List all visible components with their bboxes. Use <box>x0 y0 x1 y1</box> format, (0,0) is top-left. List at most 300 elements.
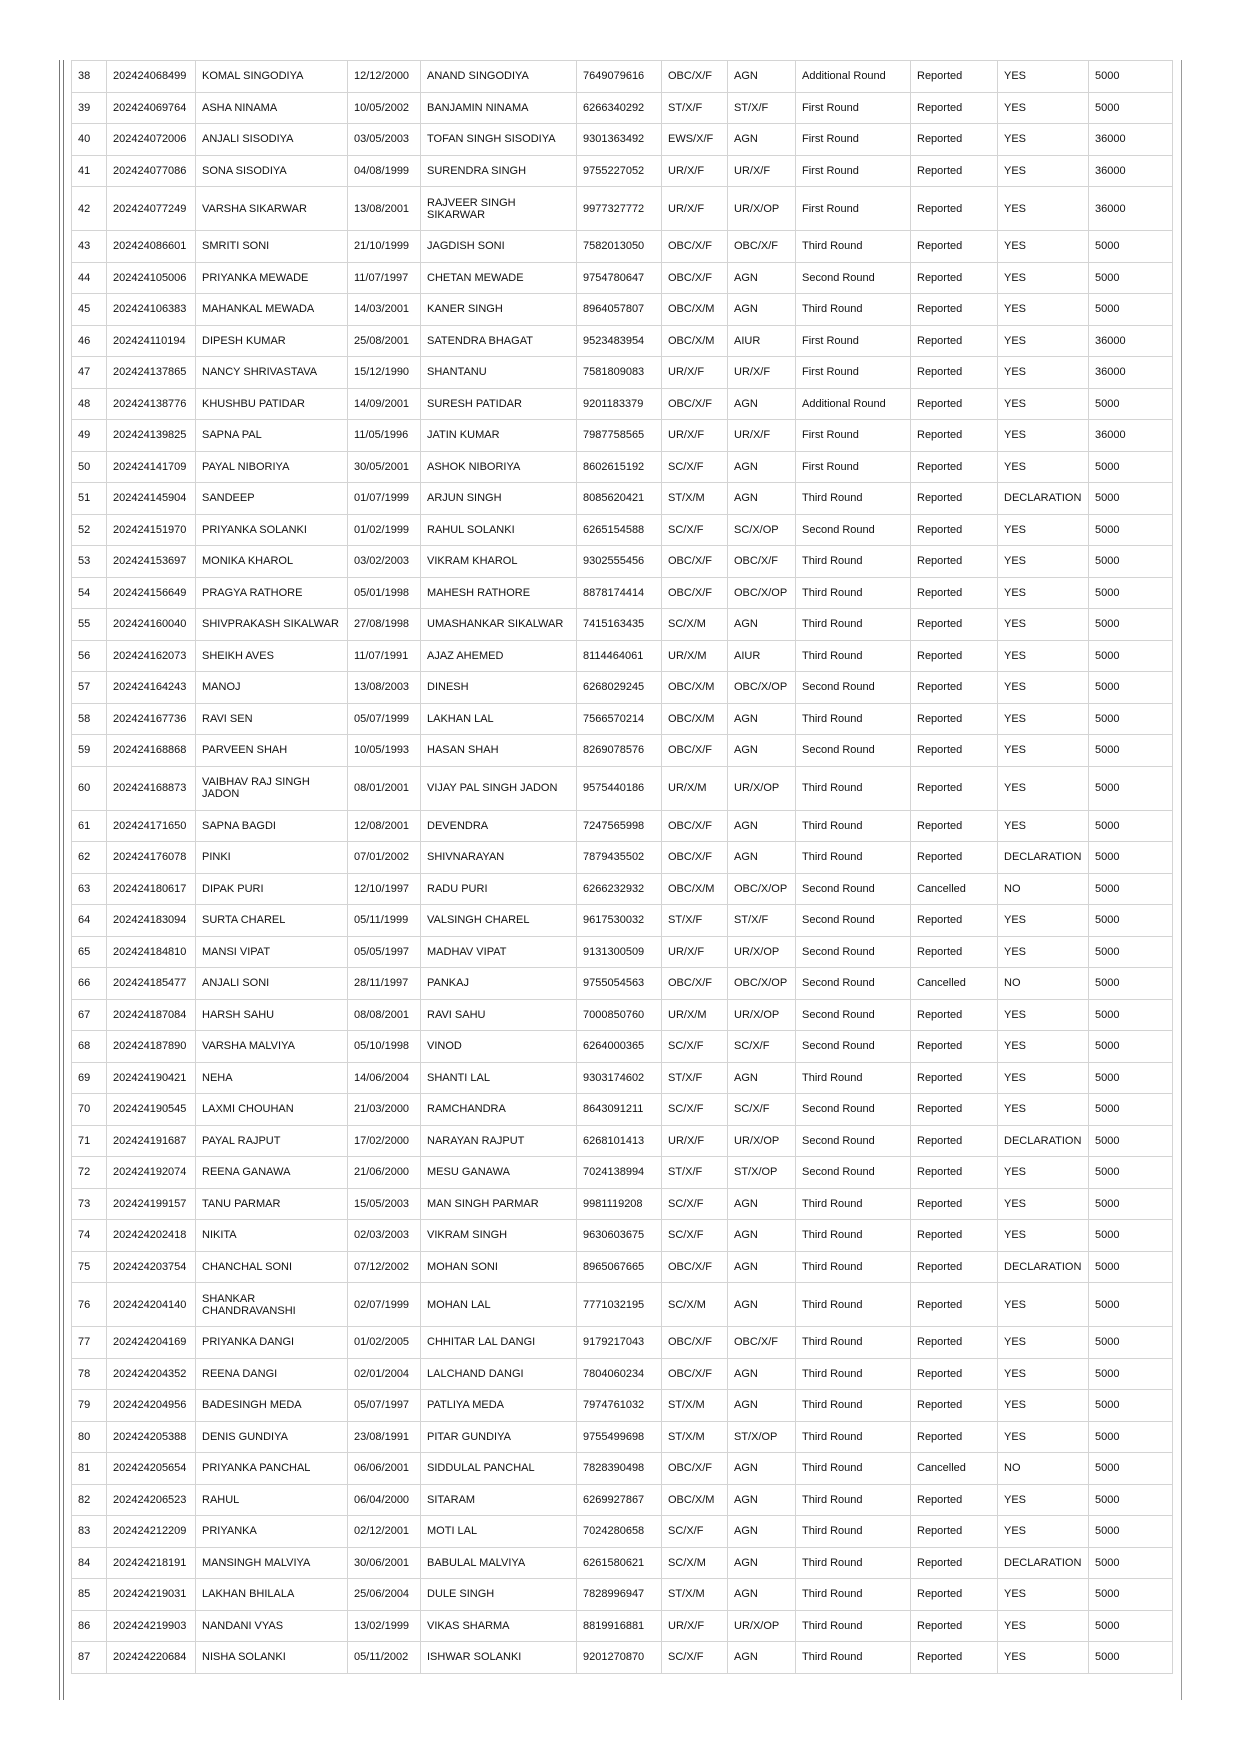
cell-fee-amount: 5000 <box>1089 1220 1173 1252</box>
cell-application-number: 202424204956 <box>107 1390 196 1422</box>
cell-student-name: ASHA NINAMA <box>196 92 348 124</box>
cell-mobile-number: 7247565998 <box>577 810 662 842</box>
cell-father-name: PITAR GUNDIYA <box>421 1421 577 1453</box>
cell-fee-status: DECLARATION <box>998 842 1089 874</box>
cell-fee-amount: 5000 <box>1089 873 1173 905</box>
cell-round: Third Round <box>796 1421 911 1453</box>
cell-mobile-number: 6266232932 <box>577 873 662 905</box>
cell-category: ST/X/F <box>662 1062 728 1094</box>
cell-category: UR/X/M <box>662 999 728 1031</box>
cell-round: Third Round <box>796 1642 911 1674</box>
cell-mobile-number: 7804060234 <box>577 1358 662 1390</box>
cell-fee-status: YES <box>998 905 1089 937</box>
cell-father-name: TOFAN SINGH SISODIYA <box>421 124 577 156</box>
cell-allotted-category: UR/X/OP <box>728 999 796 1031</box>
cell-mobile-number: 7879435502 <box>577 842 662 874</box>
cell-date-of-birth: 21/10/1999 <box>348 231 421 263</box>
cell-application-number: 202424153697 <box>107 546 196 578</box>
cell-mobile-number: 9755227052 <box>577 155 662 187</box>
cell-father-name: ASHOK NIBORIYA <box>421 451 577 483</box>
cell-student-name: PRIYANKA <box>196 1516 348 1548</box>
cell-allotted-category: AGN <box>728 124 796 156</box>
cell-date-of-birth: 05/10/1998 <box>348 1031 421 1063</box>
cell-date-of-birth: 30/05/2001 <box>348 451 421 483</box>
cell-fee-status: YES <box>998 155 1089 187</box>
table-row <box>72 1642 1173 1674</box>
cell-date-of-birth: 05/01/1998 <box>348 577 421 609</box>
cell-student-name: DIPESH KUMAR <box>196 325 348 357</box>
cell-round: Second Round <box>796 873 911 905</box>
cell-application-number: 202424190545 <box>107 1094 196 1126</box>
cell-round: Second Round <box>796 735 911 767</box>
cell-fee-status: YES <box>998 451 1089 483</box>
cell-category: UR/X/F <box>662 155 728 187</box>
cell-allotted-category: OBC/X/OP <box>728 577 796 609</box>
cell-category: SC/X/F <box>662 451 728 483</box>
cell-round: Third Round <box>796 1453 911 1485</box>
cell-fee-amount: 5000 <box>1089 262 1173 294</box>
cell-date-of-birth: 17/02/2000 <box>348 1125 421 1157</box>
cell-father-name: JAGDISH SONI <box>421 231 577 263</box>
table-row <box>72 546 1173 578</box>
cell-fee-amount: 5000 <box>1089 609 1173 641</box>
cell-allotted-category: OBC/X/F <box>728 546 796 578</box>
cell-fee-status: YES <box>998 672 1089 704</box>
cell-fee-amount: 5000 <box>1089 514 1173 546</box>
cell-serial-number: 77 <box>72 1327 107 1359</box>
cell-father-name: SATENDRA BHAGAT <box>421 325 577 357</box>
cell-mobile-number: 8269078576 <box>577 735 662 767</box>
cell-fee-amount: 5000 <box>1089 905 1173 937</box>
cell-date-of-birth: 01/02/2005 <box>348 1327 421 1359</box>
cell-mobile-number: 8878174414 <box>577 577 662 609</box>
cell-mobile-number: 7582013050 <box>577 231 662 263</box>
table-row <box>72 936 1173 968</box>
cell-application-number: 202424219903 <box>107 1610 196 1642</box>
cell-category: UR/X/F <box>662 1125 728 1157</box>
cell-mobile-number: 7024138994 <box>577 1157 662 1189</box>
cell-application-number: 202424212209 <box>107 1516 196 1548</box>
cell-round: Third Round <box>796 1579 911 1611</box>
cell-round: Third Round <box>796 1062 911 1094</box>
cell-date-of-birth: 07/12/2002 <box>348 1251 421 1283</box>
cell-student-name: NANDANI VYAS <box>196 1610 348 1642</box>
cell-category: OBC/X/F <box>662 735 728 767</box>
cell-fee-status: YES <box>998 640 1089 672</box>
table-row <box>72 325 1173 357</box>
cell-student-name: NEHA <box>196 1062 348 1094</box>
cell-student-name: RAVI SEN <box>196 703 348 735</box>
cell-allotted-category: OBC/X/OP <box>728 873 796 905</box>
cell-fee-amount: 5000 <box>1089 577 1173 609</box>
cell-date-of-birth: 30/06/2001 <box>348 1547 421 1579</box>
cell-allotted-category: AGN <box>728 483 796 515</box>
cell-serial-number: 59 <box>72 735 107 767</box>
cell-student-name: SMRITI SONI <box>196 231 348 263</box>
cell-status: Reported <box>911 483 998 515</box>
cell-father-name: MESU GANAWA <box>421 1157 577 1189</box>
cell-status: Reported <box>911 1094 998 1126</box>
cell-date-of-birth: 07/01/2002 <box>348 842 421 874</box>
cell-student-name: MAHANKAL MEWADA <box>196 294 348 326</box>
cell-serial-number: 40 <box>72 124 107 156</box>
cell-father-name: RADU PURI <box>421 873 577 905</box>
cell-status: Reported <box>911 357 998 389</box>
cell-fee-amount: 36000 <box>1089 187 1173 231</box>
cell-date-of-birth: 15/05/2003 <box>348 1188 421 1220</box>
cell-fee-amount: 5000 <box>1089 451 1173 483</box>
cell-application-number: 202424203754 <box>107 1251 196 1283</box>
cell-allotted-category: AGN <box>728 1220 796 1252</box>
cell-student-name: PRAGYA RATHORE <box>196 577 348 609</box>
cell-allotted-category: AGN <box>728 1642 796 1674</box>
cell-date-of-birth: 12/08/2001 <box>348 810 421 842</box>
table-row <box>72 905 1173 937</box>
table-row <box>72 1220 1173 1252</box>
cell-date-of-birth: 05/07/1999 <box>348 703 421 735</box>
cell-serial-number: 53 <box>72 546 107 578</box>
cell-serial-number: 68 <box>72 1031 107 1063</box>
cell-date-of-birth: 27/08/1998 <box>348 609 421 641</box>
cell-allotted-category: AGN <box>728 842 796 874</box>
cell-serial-number: 78 <box>72 1358 107 1390</box>
cell-round: Second Round <box>796 968 911 1000</box>
cell-mobile-number: 7974761032 <box>577 1390 662 1422</box>
cell-application-number: 202424176078 <box>107 842 196 874</box>
cell-allotted-category: AGN <box>728 1188 796 1220</box>
cell-student-name: KOMAL SINGODIYA <box>196 61 348 93</box>
cell-serial-number: 52 <box>72 514 107 546</box>
cell-date-of-birth: 05/05/1997 <box>348 936 421 968</box>
cell-category: OBC/X/F <box>662 1327 728 1359</box>
cell-father-name: ANAND SINGODIYA <box>421 61 577 93</box>
cell-application-number: 202424069764 <box>107 92 196 124</box>
cell-fee-amount: 5000 <box>1089 1547 1173 1579</box>
cell-application-number: 202424139825 <box>107 420 196 452</box>
cell-allotted-category: AGN <box>728 1453 796 1485</box>
cell-date-of-birth: 25/08/2001 <box>348 325 421 357</box>
cell-status: Reported <box>911 451 998 483</box>
table-row <box>72 1547 1173 1579</box>
cell-mobile-number: 7024280658 <box>577 1516 662 1548</box>
cell-date-of-birth: 08/08/2001 <box>348 999 421 1031</box>
cell-allotted-category: AGN <box>728 1251 796 1283</box>
cell-allotted-category: AGN <box>728 388 796 420</box>
cell-serial-number: 79 <box>72 1390 107 1422</box>
cell-allotted-category: SC/X/F <box>728 1094 796 1126</box>
cell-round: Third Round <box>796 703 911 735</box>
cell-status: Reported <box>911 810 998 842</box>
cell-status: Reported <box>911 262 998 294</box>
cell-application-number: 202424187084 <box>107 999 196 1031</box>
cell-student-name: PRIYANKA DANGI <box>196 1327 348 1359</box>
cell-serial-number: 76 <box>72 1283 107 1327</box>
cell-student-name: RAHUL <box>196 1484 348 1516</box>
cell-date-of-birth: 11/07/1991 <box>348 640 421 672</box>
cell-category: OBC/X/F <box>662 842 728 874</box>
cell-round: Third Round <box>796 577 911 609</box>
table-row <box>72 1251 1173 1283</box>
cell-student-name: VARSHA MALVIYA <box>196 1031 348 1063</box>
cell-application-number: 202424220684 <box>107 1642 196 1674</box>
cell-serial-number: 75 <box>72 1251 107 1283</box>
cell-category: ST/X/F <box>662 1157 728 1189</box>
table-row <box>72 672 1173 704</box>
table-row <box>72 1327 1173 1359</box>
cell-mobile-number: 7415163435 <box>577 609 662 641</box>
cell-student-name: PAYAL RAJPUT <box>196 1125 348 1157</box>
table-row <box>72 514 1173 546</box>
cell-round: Second Round <box>796 1157 911 1189</box>
cell-mobile-number: 9301363492 <box>577 124 662 156</box>
cell-allotted-category: AGN <box>728 609 796 641</box>
cell-mobile-number: 9303174602 <box>577 1062 662 1094</box>
cell-father-name: DULE SINGH <box>421 1579 577 1611</box>
cell-category: SC/X/F <box>662 1642 728 1674</box>
cell-fee-status: YES <box>998 1157 1089 1189</box>
cell-mobile-number: 9302555456 <box>577 546 662 578</box>
table-row <box>72 420 1173 452</box>
cell-serial-number: 39 <box>72 92 107 124</box>
cell-fee-amount: 5000 <box>1089 294 1173 326</box>
cell-application-number: 202424185477 <box>107 968 196 1000</box>
cell-date-of-birth: 06/04/2000 <box>348 1484 421 1516</box>
cell-father-name: SHANTANU <box>421 357 577 389</box>
cell-round: Second Round <box>796 672 911 704</box>
cell-mobile-number: 6261580621 <box>577 1547 662 1579</box>
table-row <box>72 873 1173 905</box>
cell-father-name: LALCHAND DANGI <box>421 1358 577 1390</box>
cell-serial-number: 61 <box>72 810 107 842</box>
cell-fee-status: YES <box>998 609 1089 641</box>
cell-category: OBC/X/M <box>662 294 728 326</box>
cell-student-name: PINKI <box>196 842 348 874</box>
cell-allotted-category: AGN <box>728 1547 796 1579</box>
cell-round: First Round <box>796 451 911 483</box>
cell-fee-amount: 5000 <box>1089 1516 1173 1548</box>
cell-father-name: DINESH <box>421 672 577 704</box>
cell-father-name: ARJUN SINGH <box>421 483 577 515</box>
cell-fee-amount: 5000 <box>1089 546 1173 578</box>
cell-status: Reported <box>911 1579 998 1611</box>
cell-round: Third Round <box>796 1484 911 1516</box>
cell-father-name: PANKAJ <box>421 968 577 1000</box>
cell-status: Reported <box>911 1031 998 1063</box>
cell-fee-status: YES <box>998 92 1089 124</box>
cell-date-of-birth: 21/03/2000 <box>348 1094 421 1126</box>
cell-fee-amount: 5000 <box>1089 92 1173 124</box>
cell-fee-amount: 5000 <box>1089 1094 1173 1126</box>
cell-date-of-birth: 02/07/1999 <box>348 1283 421 1327</box>
cell-date-of-birth: 01/02/1999 <box>348 514 421 546</box>
cell-mobile-number: 9617530032 <box>577 905 662 937</box>
cell-mobile-number: 8114464061 <box>577 640 662 672</box>
cell-student-name: DIPAK PURI <box>196 873 348 905</box>
cell-round: Third Round <box>796 1283 911 1327</box>
cell-round: First Round <box>796 92 911 124</box>
cell-serial-number: 84 <box>72 1547 107 1579</box>
cell-date-of-birth: 02/03/2003 <box>348 1220 421 1252</box>
table-row <box>72 451 1173 483</box>
cell-application-number: 202424187890 <box>107 1031 196 1063</box>
cell-student-name: SANDEEP <box>196 483 348 515</box>
cell-allotted-category: AGN <box>728 1062 796 1094</box>
cell-mobile-number: 8085620421 <box>577 483 662 515</box>
cell-mobile-number: 9523483954 <box>577 325 662 357</box>
cell-allotted-category: AGN <box>728 1484 796 1516</box>
cell-fee-amount: 5000 <box>1089 231 1173 263</box>
cell-fee-status: YES <box>998 1358 1089 1390</box>
cell-allotted-category: ST/X/F <box>728 905 796 937</box>
cell-serial-number: 55 <box>72 609 107 641</box>
cell-fee-status: YES <box>998 1220 1089 1252</box>
cell-mobile-number: 7987758565 <box>577 420 662 452</box>
table-row <box>72 968 1173 1000</box>
cell-category: SC/X/F <box>662 1031 728 1063</box>
cell-category: SC/X/F <box>662 1516 728 1548</box>
cell-allotted-category: UR/X/OP <box>728 766 796 810</box>
cell-application-number: 202424162073 <box>107 640 196 672</box>
table-row <box>72 92 1173 124</box>
cell-round: First Round <box>796 325 911 357</box>
table-row <box>72 1484 1173 1516</box>
cell-date-of-birth: 03/05/2003 <box>348 124 421 156</box>
cell-category: UR/X/F <box>662 1610 728 1642</box>
cell-mobile-number: 9131300509 <box>577 936 662 968</box>
cell-category: ST/X/M <box>662 483 728 515</box>
cell-allotted-category: AGN <box>728 1358 796 1390</box>
cell-mobile-number: 8643091211 <box>577 1094 662 1126</box>
cell-serial-number: 38 <box>72 61 107 93</box>
cell-father-name: PATLIYA MEDA <box>421 1390 577 1422</box>
cell-status: Reported <box>911 92 998 124</box>
cell-father-name: MADHAV VIPAT <box>421 936 577 968</box>
cell-serial-number: 44 <box>72 262 107 294</box>
cell-allotted-category: UR/X/OP <box>728 1125 796 1157</box>
cell-fee-status: YES <box>998 325 1089 357</box>
table-row <box>72 483 1173 515</box>
cell-round: Third Round <box>796 640 911 672</box>
cell-fee-status: DECLARATION <box>998 1547 1089 1579</box>
cell-father-name: KANER SINGH <box>421 294 577 326</box>
cell-date-of-birth: 08/01/2001 <box>348 766 421 810</box>
cell-fee-amount: 5000 <box>1089 1421 1173 1453</box>
cell-student-name: SHEIKH AVES <box>196 640 348 672</box>
cell-fee-amount: 5000 <box>1089 810 1173 842</box>
cell-fee-amount: 36000 <box>1089 357 1173 389</box>
cell-round: Second Round <box>796 905 911 937</box>
cell-serial-number: 83 <box>72 1516 107 1548</box>
cell-category: OBC/X/F <box>662 577 728 609</box>
cell-allotted-category: UR/X/OP <box>728 1610 796 1642</box>
cell-round: Third Round <box>796 810 911 842</box>
cell-round: Third Round <box>796 546 911 578</box>
cell-category: OBC/X/F <box>662 231 728 263</box>
cell-application-number: 202424199157 <box>107 1188 196 1220</box>
cell-fee-amount: 5000 <box>1089 640 1173 672</box>
cell-serial-number: 47 <box>72 357 107 389</box>
cell-father-name: VIKAS SHARMA <box>421 1610 577 1642</box>
cell-round: Third Round <box>796 842 911 874</box>
cell-father-name: SURESH PATIDAR <box>421 388 577 420</box>
cell-fee-amount: 5000 <box>1089 1642 1173 1674</box>
cell-allotted-category: AGN <box>728 1390 796 1422</box>
cell-student-name: LAXMI CHOUHAN <box>196 1094 348 1126</box>
cell-student-name: LAKHAN BHILALA <box>196 1579 348 1611</box>
cell-application-number: 202424072006 <box>107 124 196 156</box>
table-row <box>72 609 1173 641</box>
cell-allotted-category: AGN <box>728 262 796 294</box>
cell-fee-status: NO <box>998 873 1089 905</box>
cell-date-of-birth: 14/09/2001 <box>348 388 421 420</box>
cell-application-number: 202424191687 <box>107 1125 196 1157</box>
table-row <box>72 187 1173 231</box>
cell-allotted-category: AGN <box>728 1579 796 1611</box>
table-row <box>72 1094 1173 1126</box>
cell-date-of-birth: 01/07/1999 <box>348 483 421 515</box>
cell-father-name: MOHAN LAL <box>421 1283 577 1327</box>
cell-student-name: PRIYANKA SOLANKI <box>196 514 348 546</box>
cell-application-number: 202424219031 <box>107 1579 196 1611</box>
cell-date-of-birth: 14/03/2001 <box>348 294 421 326</box>
cell-allotted-category: OBC/X/OP <box>728 968 796 1000</box>
table-row <box>72 1579 1173 1611</box>
table-row <box>72 1157 1173 1189</box>
cell-fee-status: YES <box>998 703 1089 735</box>
cell-application-number: 202424205654 <box>107 1453 196 1485</box>
cell-fee-amount: 5000 <box>1089 1484 1173 1516</box>
cell-allotted-category: ST/X/OP <box>728 1157 796 1189</box>
cell-student-name: SHIVPRAKASH SIKALWAR <box>196 609 348 641</box>
cell-status: Reported <box>911 187 998 231</box>
cell-status: Reported <box>911 546 998 578</box>
table-row <box>72 1188 1173 1220</box>
cell-father-name: RAVI SAHU <box>421 999 577 1031</box>
cell-status: Reported <box>911 61 998 93</box>
cell-category: OBC/X/F <box>662 968 728 1000</box>
cell-father-name: RAHUL SOLANKI <box>421 514 577 546</box>
cell-application-number: 202424105006 <box>107 262 196 294</box>
cell-allotted-category: UR/X/OP <box>728 936 796 968</box>
cell-application-number: 202424110194 <box>107 325 196 357</box>
cell-fee-amount: 5000 <box>1089 1031 1173 1063</box>
cell-father-name: CHETAN MEWADE <box>421 262 577 294</box>
cell-student-name: ANJALI SISODIYA <box>196 124 348 156</box>
cell-date-of-birth: 02/01/2004 <box>348 1358 421 1390</box>
cell-application-number: 202424190421 <box>107 1062 196 1094</box>
cell-status: Reported <box>911 1421 998 1453</box>
cell-fee-status: YES <box>998 1610 1089 1642</box>
cell-fee-amount: 5000 <box>1089 1579 1173 1611</box>
cell-fee-status: YES <box>998 514 1089 546</box>
cell-status: Reported <box>911 1516 998 1548</box>
cell-father-name: VIKRAM SINGH <box>421 1220 577 1252</box>
cell-application-number: 202424204352 <box>107 1358 196 1390</box>
cell-fee-amount: 36000 <box>1089 420 1173 452</box>
cell-application-number: 202424068499 <box>107 61 196 93</box>
cell-student-name: CHANCHAL SONI <box>196 1251 348 1283</box>
cell-allotted-category: AGN <box>728 810 796 842</box>
cell-mobile-number: 6265154588 <box>577 514 662 546</box>
cell-serial-number: 49 <box>72 420 107 452</box>
table-row <box>72 1125 1173 1157</box>
cell-category: OBC/X/F <box>662 61 728 93</box>
cell-allotted-category: AGN <box>728 61 796 93</box>
cell-date-of-birth: 28/11/1997 <box>348 968 421 1000</box>
cell-status: Reported <box>911 124 998 156</box>
cell-category: OBC/X/F <box>662 546 728 578</box>
cell-mobile-number: 9755054563 <box>577 968 662 1000</box>
